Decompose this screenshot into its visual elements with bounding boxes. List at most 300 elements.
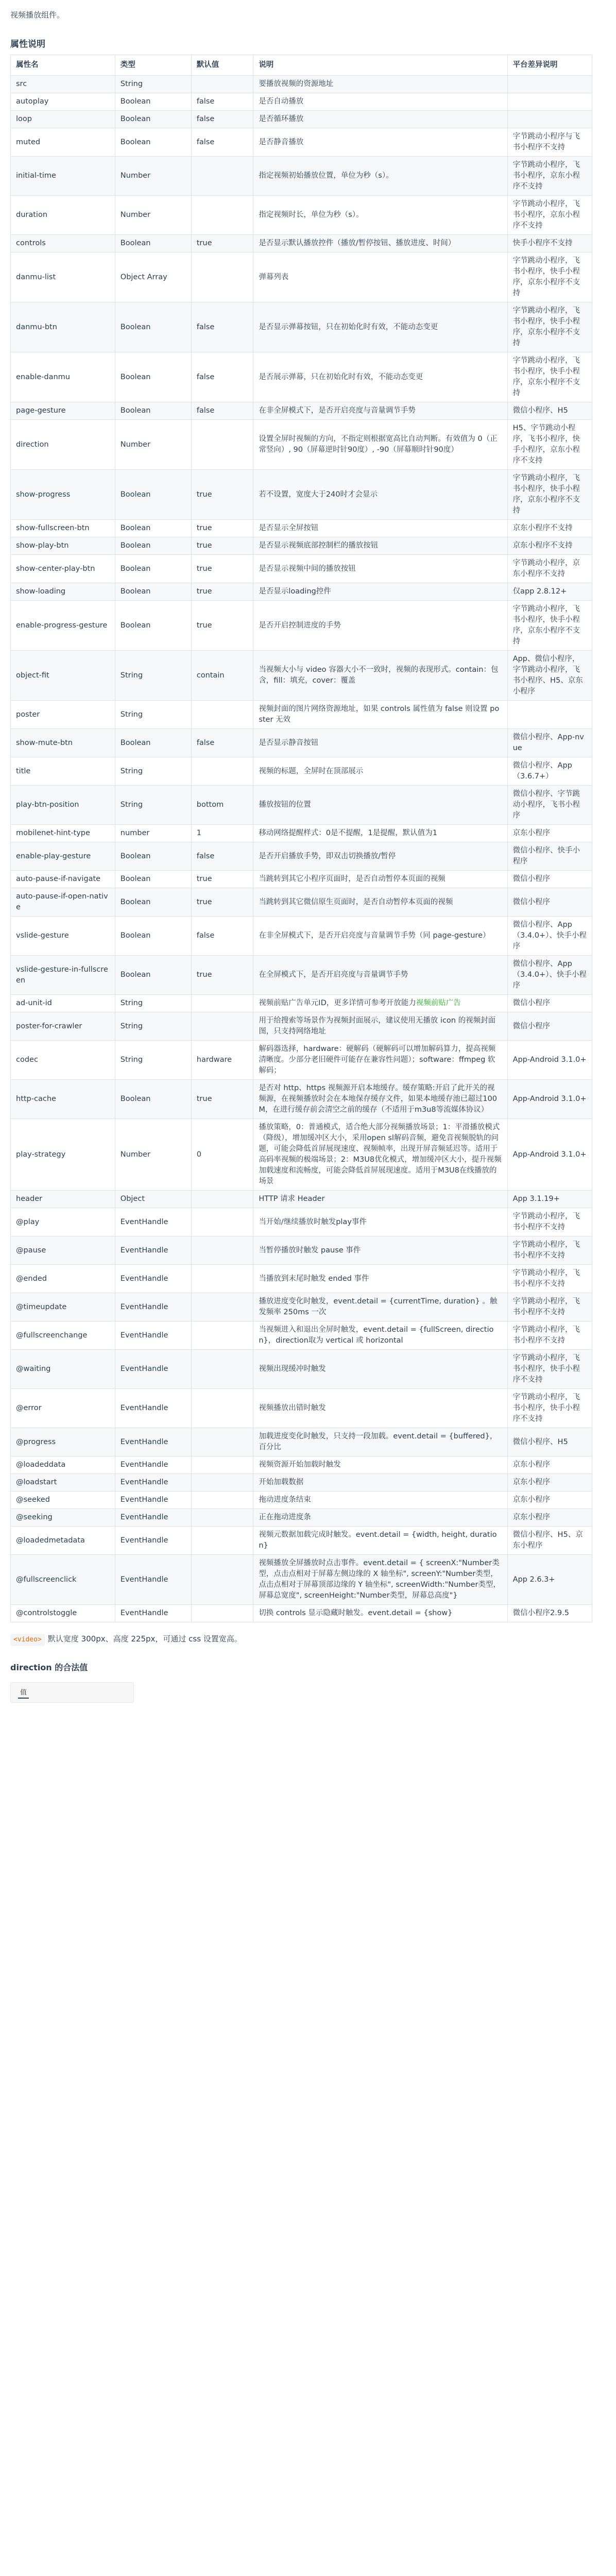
cell-type: EventHandle xyxy=(115,1389,191,1428)
table-row xyxy=(11,888,592,917)
cell-platform: 微信小程序2.9.5 xyxy=(507,1605,592,1622)
table-row xyxy=(11,757,592,786)
cell-prop-name: ad-unit-id xyxy=(11,995,115,1012)
cell-default xyxy=(191,420,253,470)
cell-platform: 微信小程序 xyxy=(507,1012,592,1041)
table-body xyxy=(11,76,592,1622)
cell-type: String xyxy=(115,786,191,825)
cell-platform: 京东小程序 xyxy=(507,1492,592,1509)
cell-description: 是否开启播放手势，即双击切换播放/暂停 xyxy=(253,842,507,871)
table-row xyxy=(11,420,592,470)
header-platform: 平台差异说明 xyxy=(507,55,592,76)
cell-prop-name: @progress xyxy=(11,1428,115,1456)
table-row xyxy=(11,1389,592,1428)
cell-type: String xyxy=(115,757,191,786)
cell-platform: 字节跳动小程序，飞书小程序，快手小程序，京东小程序不支持 xyxy=(507,252,592,302)
cell-default: false xyxy=(191,352,253,402)
table-row xyxy=(11,111,592,128)
cell-description: 是否开启控制进度的手势 xyxy=(253,601,507,651)
cell-default: false xyxy=(191,302,253,352)
cell-description: 是否对 http、https 视频源开启本地缓存。缓存策略:开启了此开关的视频源，在视频播放时会在本地保存缓存文件，如果本地缓存池已超过100M，在进行缓存前会清空之前的缓存（不适用于m3u8等流媒体协议） xyxy=(253,1080,507,1119)
cell-type: Boolean xyxy=(115,537,191,555)
cell-type: EventHandle xyxy=(115,1527,191,1555)
cell-type: Number xyxy=(115,196,191,235)
table-row xyxy=(11,1527,592,1555)
cell-platform xyxy=(507,701,592,729)
cell-prop-name: @fullscreenclick xyxy=(11,1555,115,1605)
cell-platform: 字节跳动小程序，飞书小程序，快手小程序不支持 xyxy=(507,1389,592,1428)
cell-prop-name: auto-pause-if-open-native xyxy=(11,888,115,917)
table-row xyxy=(11,583,592,601)
cell-platform: 微信小程序、快手小程序 xyxy=(507,842,592,871)
cell-description xyxy=(253,995,507,1012)
cell-platform: 微信小程序、App（3.6.7+） xyxy=(507,757,592,786)
header-type: 类型 xyxy=(115,55,191,76)
cell-default: contain xyxy=(191,651,253,701)
cell-description: 设置全屏时视频的方向，不指定则根据宽高比自动判断。有效值为 0（正常竖向）, 90（屏幕逆时针90度）, -90（屏幕顺时针90度） xyxy=(253,420,507,470)
cell-prop-name: @seeking xyxy=(11,1509,115,1527)
table-row xyxy=(11,196,592,235)
table-row xyxy=(11,1350,592,1389)
cell-prop-name: auto-pause-if-navigate xyxy=(11,871,115,888)
cell-default xyxy=(191,1527,253,1555)
video-tag-code: <video> xyxy=(10,1634,45,1646)
cell-type: Boolean xyxy=(115,888,191,917)
cell-description: 加载进度变化时触发，只支持一段加载。event.detail = {buffered}，百分比 xyxy=(253,1428,507,1456)
cell-type: EventHandle xyxy=(115,1350,191,1389)
cell-default: true xyxy=(191,555,253,583)
cell-description: 在全屏模式下，是否开启亮度与音量调节手势 xyxy=(253,956,507,995)
cell-prop-name: page-gesture xyxy=(11,402,115,420)
cell-description: HTTP 请求 Header xyxy=(253,1191,507,1208)
cell-description: 开始加载数据 xyxy=(253,1474,507,1492)
cell-type: Boolean xyxy=(115,729,191,757)
cell-type: Boolean xyxy=(115,111,191,128)
table-row xyxy=(11,302,592,352)
cell-default: false xyxy=(191,917,253,956)
cell-prop-name: play-strategy xyxy=(11,1119,115,1191)
cell-platform xyxy=(507,111,592,128)
cell-platform: 字节跳动小程序，京东小程序不支持 xyxy=(507,555,592,583)
cell-prop-name: poster-for-crawler xyxy=(11,1012,115,1041)
cell-default: true xyxy=(191,871,253,888)
cell-default: false xyxy=(191,128,253,157)
cell-description: 是否静音播放 xyxy=(253,128,507,157)
cell-prop-name: @seeked xyxy=(11,1492,115,1509)
cell-description: 弹幕列表 xyxy=(253,252,507,302)
table-header-row xyxy=(11,55,592,76)
cell-prop-name: src xyxy=(11,76,115,93)
cell-type: Boolean xyxy=(115,1080,191,1119)
cell-default: false xyxy=(191,93,253,111)
cell-prop-name: @ended xyxy=(11,1265,115,1293)
cell-prop-name: show-mute-btn xyxy=(11,729,115,757)
cell-description: 是否循环播放 xyxy=(253,111,507,128)
cell-default xyxy=(191,1456,253,1474)
table-row xyxy=(11,1492,592,1509)
cell-description: 移动网络提醒样式：0是不提醒，1是提醒，默认值为1 xyxy=(253,825,507,842)
cell-default xyxy=(191,1474,253,1492)
cell-default: true xyxy=(191,601,253,651)
cell-platform: 微信小程序 xyxy=(507,995,592,1012)
cell-type: EventHandle xyxy=(115,1265,191,1293)
cell-prop-name: codec xyxy=(11,1041,115,1080)
description-text: 视频前贴广告单元ID，更多详情可参考开放能力 xyxy=(259,999,416,1007)
cell-prop-name: show-fullscreen-btn xyxy=(11,520,115,537)
cell-prop-name: object-fit xyxy=(11,651,115,701)
table-row xyxy=(11,601,592,651)
table-row xyxy=(11,825,592,842)
cell-description: 用于给搜索等场景作为视频封面展示，建议使用无播放 icon 的视频封面图，只支持网络地址 xyxy=(253,1012,507,1041)
table-row xyxy=(11,1208,592,1236)
cell-type: Boolean xyxy=(115,302,191,352)
cell-default xyxy=(191,1350,253,1389)
table-row xyxy=(11,128,592,157)
cell-default xyxy=(191,252,253,302)
cell-type: Object Array xyxy=(115,252,191,302)
props-table xyxy=(10,55,592,1622)
cell-default: false xyxy=(191,842,253,871)
cell-type: EventHandle xyxy=(115,1236,191,1265)
table-row xyxy=(11,786,592,825)
table-row xyxy=(11,956,592,995)
cell-platform: 微信小程序、App（3.4.0+）、快手小程序 xyxy=(507,956,592,995)
cell-type: EventHandle xyxy=(115,1456,191,1474)
cell-description: 在非全屏模式下，是否开启亮度与音量调节手势 xyxy=(253,402,507,420)
cell-platform: 微信小程序、H5、京东小程序 xyxy=(507,1527,592,1555)
cell-default xyxy=(191,995,253,1012)
cell-default xyxy=(191,1293,253,1321)
cell-description: 正在拖动进度条 xyxy=(253,1509,507,1527)
table-row xyxy=(11,1012,592,1041)
cell-default xyxy=(191,76,253,93)
table-row xyxy=(11,470,592,520)
cell-prop-name: @error xyxy=(11,1389,115,1428)
cell-prop-name: danmu-btn xyxy=(11,302,115,352)
table-row xyxy=(11,917,592,956)
cell-prop-name: enable-play-gesture xyxy=(11,842,115,871)
header-default: 默认值 xyxy=(191,55,253,76)
cell-description: 拖动进度条结束 xyxy=(253,1492,507,1509)
cell-prop-name: direction xyxy=(11,420,115,470)
cell-platform: 字节跳动小程序，飞书小程序不支持 xyxy=(507,1208,592,1236)
cell-type: Boolean xyxy=(115,601,191,651)
cell-platform: 字节跳动小程序，飞书小程序，快手小程序，京东小程序不支持 xyxy=(507,352,592,402)
cell-platform: H5、字节跳动小程序，飞书小程序，快手小程序，京东小程序不支持 xyxy=(507,420,592,470)
cell-platform: 微信小程序 xyxy=(507,871,592,888)
cell-type: Boolean xyxy=(115,842,191,871)
cell-default xyxy=(191,1389,253,1428)
cell-type: Boolean xyxy=(115,93,191,111)
cell-description: 是否显示静音按钮 xyxy=(253,729,507,757)
cell-platform: 字节跳动小程序，飞书小程序，京东小程序不支持 xyxy=(507,157,592,196)
note-text: 默认宽度 300px、高度 225px，可通过 css 设置宽高。 xyxy=(47,1634,242,1643)
cell-description: 是否显示视频中间的播放按钮 xyxy=(253,555,507,583)
cell-platform: 字节跳动小程序，飞书小程序，快手小程序不支持 xyxy=(507,1350,592,1389)
cell-prop-name: header xyxy=(11,1191,115,1208)
cell-platform: 微信小程序、App-nvue xyxy=(507,729,592,757)
table-row xyxy=(11,235,592,252)
cell-prop-name: danmu-list xyxy=(11,252,115,302)
cell-default xyxy=(191,1605,253,1622)
cell-description: 播放进度变化时触发，event.detail = {currentTime, duration} 。触发频率 250ms 一次 xyxy=(253,1293,507,1321)
cell-description: 要播放视频的资源地址 xyxy=(253,76,507,93)
cell-default: true xyxy=(191,520,253,537)
table-row xyxy=(11,537,592,555)
cell-type: EventHandle xyxy=(115,1492,191,1509)
cell-platform xyxy=(507,76,592,93)
cell-default xyxy=(191,757,253,786)
table-row xyxy=(11,520,592,537)
cell-platform: 微信小程序、App（3.4.0+）、快手小程序 xyxy=(507,917,592,956)
cell-default: true xyxy=(191,1080,253,1119)
cell-type: String xyxy=(115,1012,191,1041)
cell-default xyxy=(191,1555,253,1605)
cell-type: Boolean xyxy=(115,520,191,537)
cell-default xyxy=(191,701,253,729)
cell-default: true xyxy=(191,888,253,917)
cell-platform: 字节跳动小程序，飞书小程序不支持 xyxy=(507,1293,592,1321)
cell-type: number xyxy=(115,825,191,842)
cell-description: 是否显示默认播放控件（播放/暂停按钮、播放进度、时间） xyxy=(253,235,507,252)
cell-type: EventHandle xyxy=(115,1509,191,1527)
cell-description: 解码器选择，hardware：硬解码（硬解码可以增加解码算力，提高视频清晰度。少部分老旧硬件可能存在兼容性问题）；software：ffmpeg 软解码； xyxy=(253,1041,507,1080)
cell-prop-name: @loadedmetadata xyxy=(11,1527,115,1555)
cell-platform: 京东小程序不支持 xyxy=(507,520,592,537)
table-row xyxy=(11,1474,592,1492)
cell-prop-name: @controlstoggle xyxy=(11,1605,115,1622)
cell-prop-name: poster xyxy=(11,701,115,729)
table-row xyxy=(11,352,592,402)
cell-type: Number xyxy=(115,157,191,196)
cell-prop-name: @pause xyxy=(11,1236,115,1265)
cell-description: 是否自动播放 xyxy=(253,93,507,111)
header-description: 说明 xyxy=(253,55,507,76)
table-row xyxy=(11,729,592,757)
cell-default: bottom xyxy=(191,786,253,825)
cell-type: Boolean xyxy=(115,555,191,583)
cell-default: true xyxy=(191,470,253,520)
cell-default xyxy=(191,1012,253,1041)
cell-type: String xyxy=(115,701,191,729)
cell-description: 视频的标题，全屏时在顶部展示 xyxy=(253,757,507,786)
cell-default xyxy=(191,1236,253,1265)
direction-values-title: direction 的合法值 xyxy=(10,1663,88,1672)
cell-prop-name: autoplay xyxy=(11,93,115,111)
cell-default: false xyxy=(191,402,253,420)
table-row xyxy=(11,842,592,871)
cell-type: Boolean xyxy=(115,128,191,157)
cell-prop-name: mobilenet-hint-type xyxy=(11,825,115,842)
cell-default xyxy=(191,196,253,235)
cell-default: 0 xyxy=(191,1119,253,1191)
cell-description: 当暂停播放时触发 pause 事件 xyxy=(253,1236,507,1265)
section-title: 属性说明 xyxy=(10,39,45,49)
cell-default: hardware xyxy=(191,1041,253,1080)
cell-description: 当开始/继续播放时触发play事件 xyxy=(253,1208,507,1236)
table-row xyxy=(11,701,592,729)
cell-platform: 字节跳动小程序与飞书小程序不支持 xyxy=(507,128,592,157)
cell-default: true xyxy=(191,583,253,601)
cell-default xyxy=(191,1492,253,1509)
cell-prop-name: @loadstart xyxy=(11,1474,115,1492)
cell-prop-name: muted xyxy=(11,128,115,157)
cell-description: 当视频进入和退出全屏时触发，event.detail = {fullScreen, direction}，direction取为 vertical 或 horizontal xyxy=(253,1321,507,1350)
table-row xyxy=(11,1080,592,1119)
cell-default: true xyxy=(191,956,253,995)
cell-description: 是否显示视频底部控制栏的播放按钮 xyxy=(253,537,507,555)
cell-platform: App-Android 3.1.0+ xyxy=(507,1119,592,1191)
table-row xyxy=(11,93,592,111)
cell-prop-name: @play xyxy=(11,1208,115,1236)
cell-description: 当跳转到其它小程序页面时，是否自动暂停本页面的视频 xyxy=(253,871,507,888)
cell-type: EventHandle xyxy=(115,1321,191,1350)
cell-default xyxy=(191,1191,253,1208)
cell-prop-name: @timeupdate xyxy=(11,1293,115,1321)
cell-default: false xyxy=(191,111,253,128)
cell-description: 播放按钮的位置 xyxy=(253,786,507,825)
cell-platform: 京东小程序 xyxy=(507,1456,592,1474)
cell-type: Object xyxy=(115,1191,191,1208)
cell-description: 是否显示全屏按钮 xyxy=(253,520,507,537)
table-row xyxy=(11,157,592,196)
cell-prop-name: show-play-btn xyxy=(11,537,115,555)
cell-description: 是否显示loading控件 xyxy=(253,583,507,601)
table-row xyxy=(11,1605,592,1622)
cell-prop-name: title xyxy=(11,757,115,786)
cell-default xyxy=(191,1428,253,1456)
table-row xyxy=(11,871,592,888)
cell-platform: 京东小程序 xyxy=(507,1509,592,1527)
cell-platform: 京东小程序 xyxy=(507,1474,592,1492)
table-row xyxy=(11,1293,592,1321)
table-row xyxy=(11,1265,592,1293)
cell-platform: App-Android 3.1.0+ xyxy=(507,1041,592,1080)
cell-description: 当播放到末尾时触发 ended 事件 xyxy=(253,1265,507,1293)
cell-platform: 字节跳动小程序，飞书小程序不支持 xyxy=(507,1236,592,1265)
cell-default xyxy=(191,1321,253,1350)
cell-platform: 仅app 2.8.12+ xyxy=(507,583,592,601)
cell-prop-name: play-btn-position xyxy=(11,786,115,825)
cell-platform: 字节跳动小程序，飞书小程序，快手小程序，京东小程序不支持 xyxy=(507,470,592,520)
code-block xyxy=(10,1682,134,1703)
cell-description: 当视频大小与 video 容器大小不一致时，视频的表现形式。contain：包含，fill：填充，cover：覆盖 xyxy=(253,651,507,701)
cell-description: 切换 controls 显示隐藏时触发。event.detail = {show} xyxy=(253,1605,507,1622)
cell-platform: 快手小程序不支持 xyxy=(507,235,592,252)
cell-description: 指定视频初始播放位置，单位为秒（s）。 xyxy=(253,157,507,196)
table-row xyxy=(11,1041,592,1080)
intro-text: 视频播放组件。 xyxy=(10,10,65,20)
cell-platform: 微信小程序 xyxy=(507,888,592,917)
header-prop-name: 属性名 xyxy=(11,55,115,76)
cell-platform: App 2.6.3+ xyxy=(507,1555,592,1605)
cell-type: String xyxy=(115,995,191,1012)
cell-prop-name: @waiting xyxy=(11,1350,115,1389)
cell-prop-name: vslide-gesture xyxy=(11,917,115,956)
cell-default: true xyxy=(191,235,253,252)
cell-prop-name: enable-danmu xyxy=(11,352,115,402)
cell-default xyxy=(191,157,253,196)
cell-description: 是否显示弹幕按钮，只在初始化时有效，不能动态变更 xyxy=(253,302,507,352)
cell-default xyxy=(191,1509,253,1527)
cell-type: EventHandle xyxy=(115,1293,191,1321)
cell-type: Boolean xyxy=(115,956,191,995)
cell-description: 视频播放出错时触发 xyxy=(253,1389,507,1428)
cell-description: 视频出现缓冲时触发 xyxy=(253,1350,507,1389)
cell-description: 视频资源开始加载时触发 xyxy=(253,1456,507,1474)
cell-description: 视频播放全屏播放时点击事件。event.detail = { screenX:"Number类型，点击点相对于屏幕左侧边缘的 X 轴坐标", screenY:"Number类型，点击点相对于屏幕顶部边缘的 Y 轴坐标", screenWidth:"Number类型，屏幕总宽度", screenHeight:"Number类型，屏幕总高度"} xyxy=(253,1555,507,1605)
cell-prop-name: http-cache xyxy=(11,1080,115,1119)
cell-platform: 字节跳动小程序，飞书小程序，京东小程序不支持 xyxy=(507,196,592,235)
cell-prop-name: @loadeddata xyxy=(11,1456,115,1474)
cell-default xyxy=(191,1265,253,1293)
code-tab-label[interactable]: 值 xyxy=(18,1687,29,1699)
cell-platform: 字节跳动小程序，飞书小程序，快手小程序，京东小程序不支持 xyxy=(507,302,592,352)
cell-prop-name: show-center-play-btn xyxy=(11,555,115,583)
cell-prop-name: vslide-gesture-in-fullscreen xyxy=(11,956,115,995)
cell-default: 1 xyxy=(191,825,253,842)
cell-description: 视频封面的图片网络资源地址，如果 controls 属性值为 false 则设置 poster 无效 xyxy=(253,701,507,729)
cell-type: Boolean xyxy=(115,871,191,888)
cell-prop-name: loop xyxy=(11,111,115,128)
cell-type: Boolean xyxy=(115,917,191,956)
cell-default: false xyxy=(191,729,253,757)
cell-prop-name: initial-time xyxy=(11,157,115,196)
cell-description: 视频元数据加载完成时触发。event.detail = {width, height, duration} xyxy=(253,1527,507,1555)
table-row xyxy=(11,252,592,302)
table-row xyxy=(11,1236,592,1265)
cell-prop-name: show-progress xyxy=(11,470,115,520)
table-row xyxy=(11,1456,592,1474)
cell-type: Boolean xyxy=(115,352,191,402)
cell-type: Number xyxy=(115,1119,191,1191)
table-row xyxy=(11,651,592,701)
cell-platform: 字节跳动小程序，飞书小程序，快手小程序，京东小程序不支持 xyxy=(507,601,592,651)
cell-type: Boolean xyxy=(115,583,191,601)
table-row xyxy=(11,1428,592,1456)
cell-default xyxy=(191,1208,253,1236)
cell-description: 指定视频时长，单位为秒（s）。 xyxy=(253,196,507,235)
cell-prop-name: show-loading xyxy=(11,583,115,601)
video-size-note xyxy=(10,1633,606,1646)
cell-type: String xyxy=(115,651,191,701)
cell-type: Number xyxy=(115,420,191,470)
cell-prop-name: enable-progress-gesture xyxy=(11,601,115,651)
cell-platform: 微信小程序、H5 xyxy=(507,1428,592,1456)
video-ad-link[interactable]: 视频前贴广告 xyxy=(416,999,461,1007)
cell-description: 在非全屏模式下，是否开启亮度与音量调节手势（同 page-gesture） xyxy=(253,917,507,956)
cell-prop-name: controls xyxy=(11,235,115,252)
cell-type: EventHandle xyxy=(115,1555,191,1605)
cell-prop-name: duration xyxy=(11,196,115,235)
cell-type: Boolean xyxy=(115,235,191,252)
cell-prop-name: @fullscreenchange xyxy=(11,1321,115,1350)
cell-type: Boolean xyxy=(115,470,191,520)
cell-type: String xyxy=(115,76,191,93)
cell-platform: 微信小程序、字节跳动小程序，飞书小程序 xyxy=(507,786,592,825)
table-row xyxy=(11,1191,592,1208)
cell-platform: 京东小程序不支持 xyxy=(507,537,592,555)
table-row xyxy=(11,1509,592,1527)
table-row xyxy=(11,995,592,1012)
table-row xyxy=(11,76,592,93)
table-row xyxy=(11,555,592,583)
table-row xyxy=(11,402,592,420)
cell-platform: 字节跳动小程序，飞书小程序不支持 xyxy=(507,1265,592,1293)
cell-type: String xyxy=(115,1041,191,1080)
cell-type: EventHandle xyxy=(115,1208,191,1236)
cell-description: 是否展示弹幕，只在初始化时有效，不能动态变更 xyxy=(253,352,507,402)
